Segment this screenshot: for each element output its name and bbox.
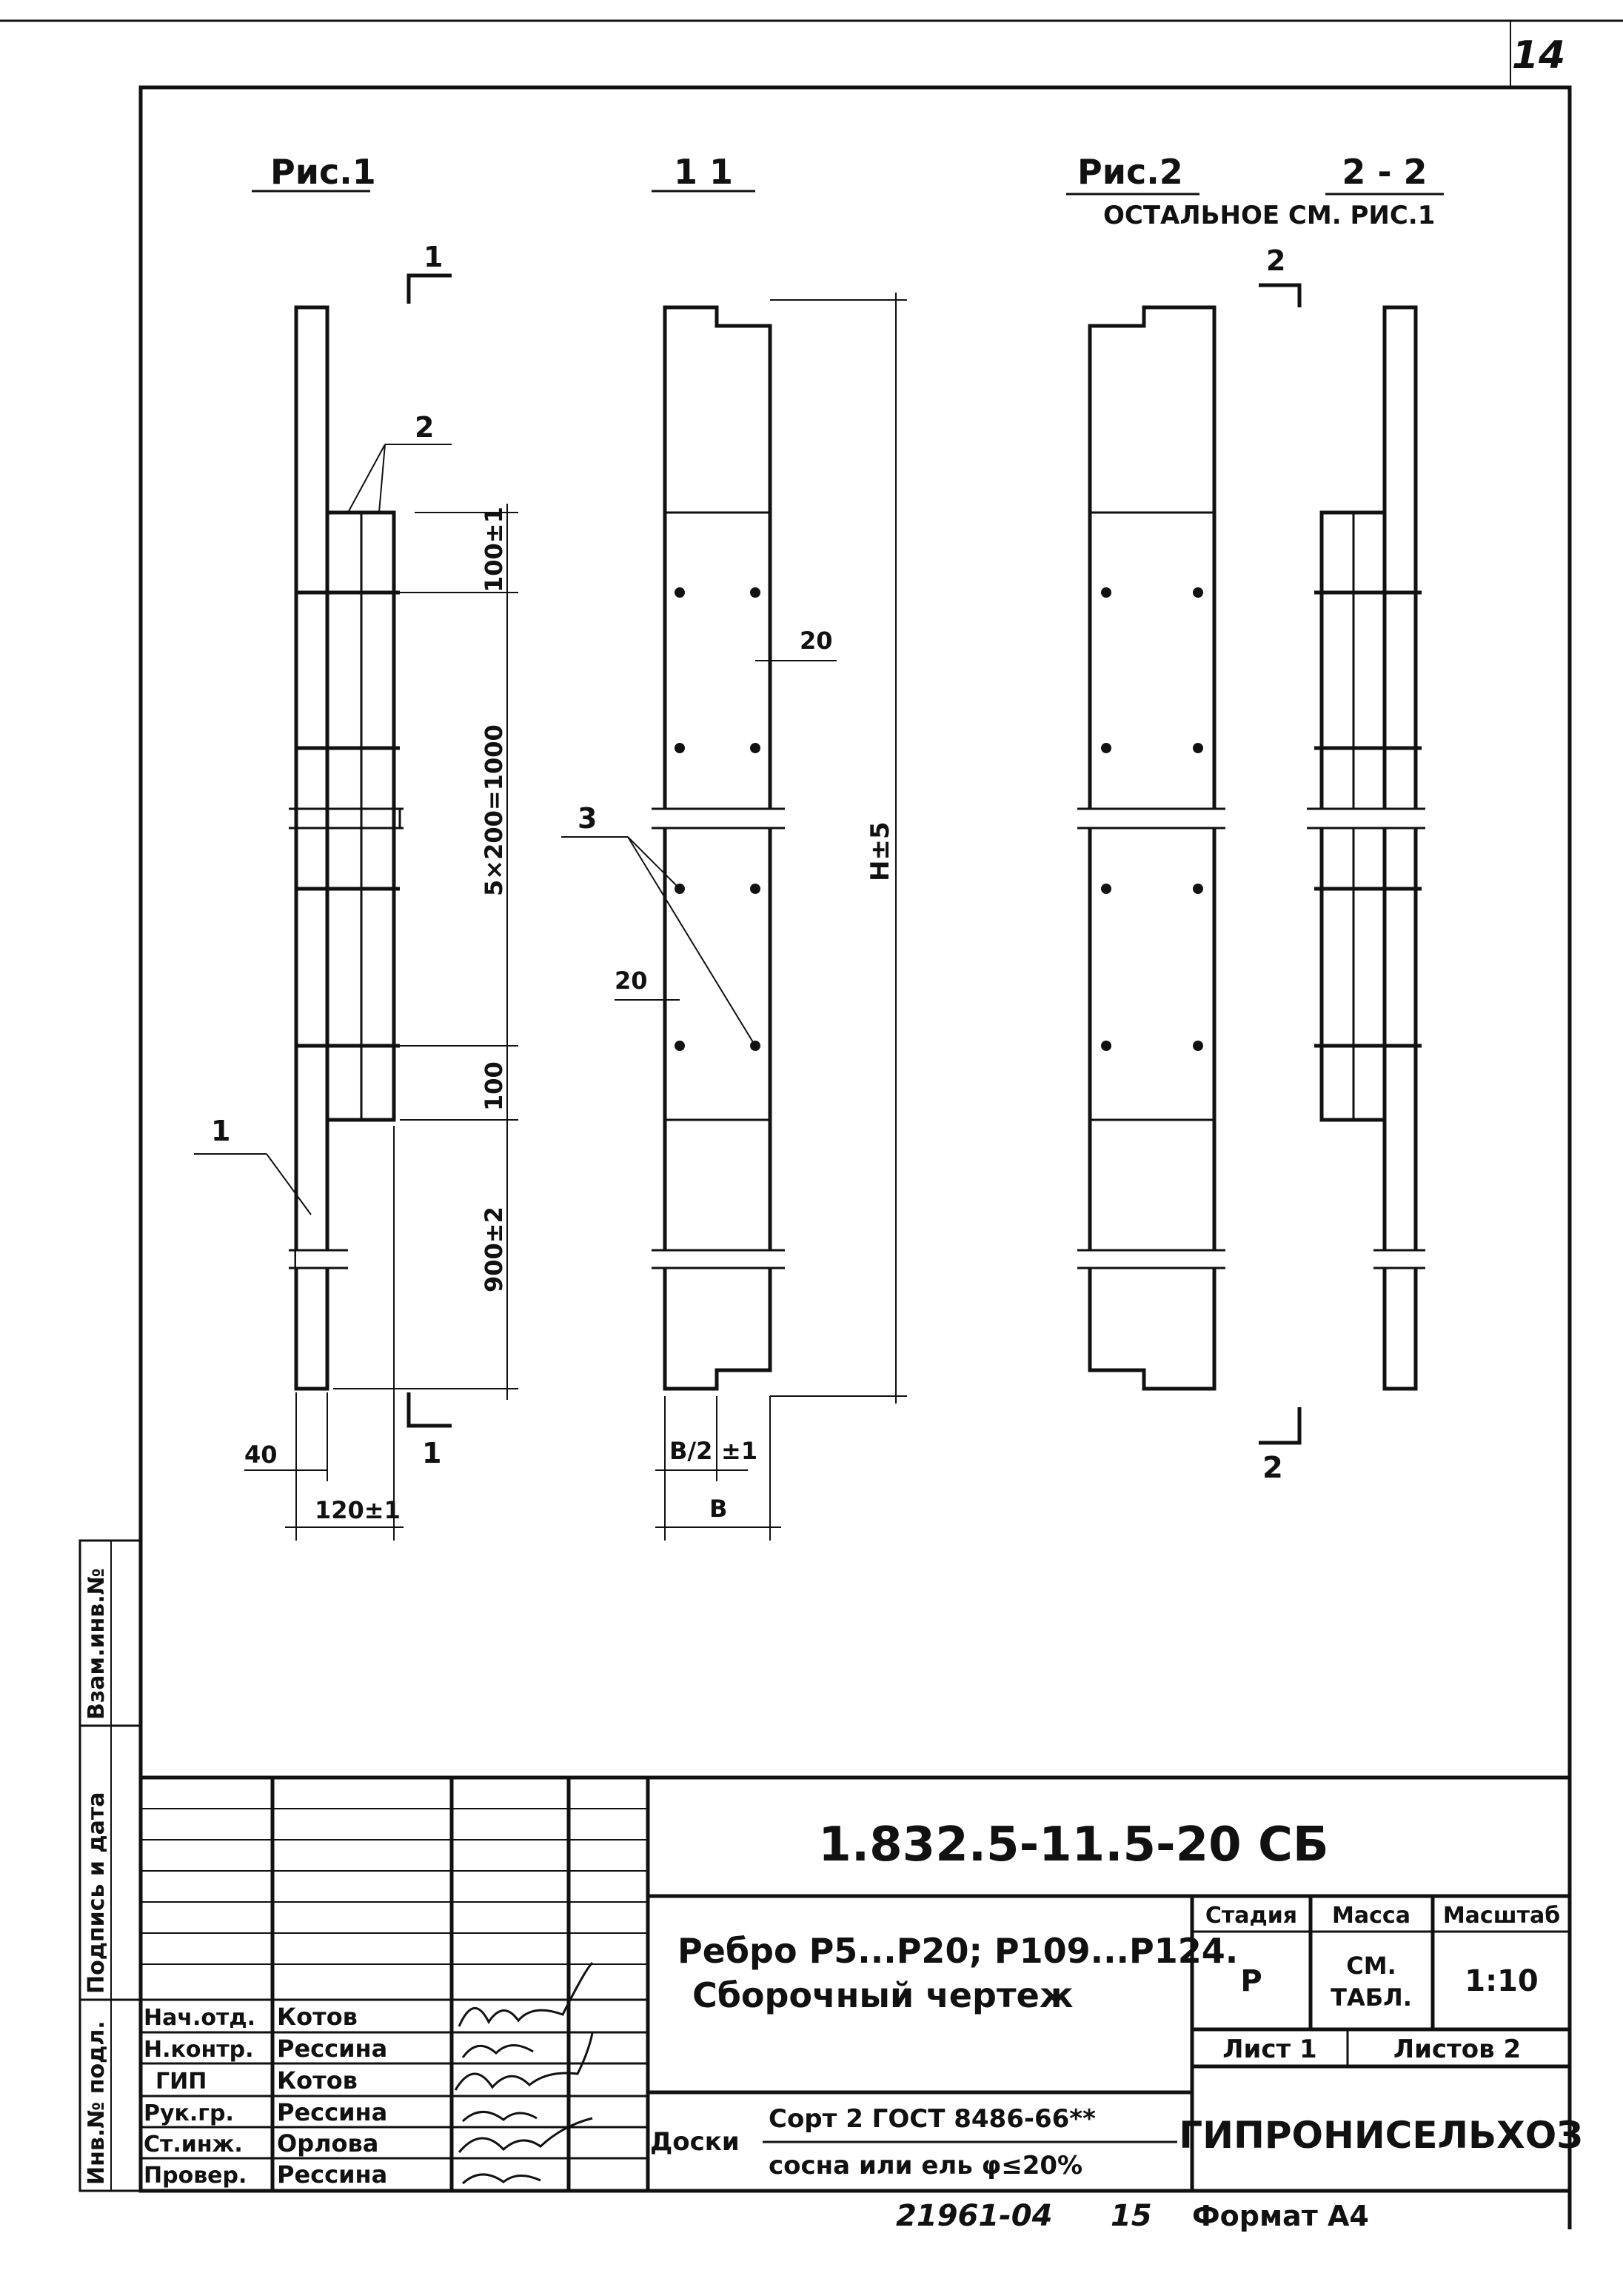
header-scale: Масштаб xyxy=(1442,1903,1561,1929)
paper-format: Формат А4 xyxy=(1192,2200,1369,2232)
signature-scribbles xyxy=(455,1963,592,2183)
section-2-2-view xyxy=(1259,285,1425,1443)
callout-3 xyxy=(561,837,755,1046)
staff-role-3: ГИП xyxy=(155,2069,207,2095)
staff-name-5: Орлова xyxy=(277,2129,379,2157)
staff-role-4: Рук.гр. xyxy=(144,2100,234,2126)
dim-spacing: 5×200=1000 xyxy=(480,724,508,896)
dim-half-width: B/2 xyxy=(669,1437,713,1465)
organization: ГИПРОНИСЕЛЬХОЗ xyxy=(1179,2114,1583,2157)
fig2-note: ОСТАЛЬНОЕ СМ. РИС.1 xyxy=(1103,201,1436,230)
callout-1-label: 1 xyxy=(211,1115,231,1147)
stamp-signature-date: Подпись и дата xyxy=(84,1792,110,1994)
sheet-frame xyxy=(0,21,1623,2191)
staff-role-1: Нач.отд. xyxy=(144,2005,255,2031)
cut-mark-1 xyxy=(409,276,452,1426)
header-mass: Масса xyxy=(1332,1903,1410,1929)
staff-name-6: Рессина xyxy=(277,2160,388,2189)
cut-mark-2-bottom: 2 xyxy=(1262,1451,1283,1485)
dim-bottom-spacing: 100 xyxy=(480,1061,508,1111)
footer-page: 15 xyxy=(1111,2199,1152,2233)
callout-1 xyxy=(194,1154,311,1215)
doc-name-line2: Сборочный чертеж xyxy=(692,1975,1074,2015)
staff-role-2: Н.контр. xyxy=(144,2037,254,2063)
callout-3-label: 3 xyxy=(578,802,598,835)
staff-name-1: Котов xyxy=(277,2003,358,2031)
staff-role-5: Ст.инж. xyxy=(144,2132,243,2157)
dim-plank-thickness: 40 xyxy=(244,1441,278,1469)
fig1-title: Рис.1 xyxy=(270,152,376,192)
stamp-replacement-no: Взам.инв.№ xyxy=(84,1568,110,1720)
material-line1: Сорт 2 ГОСТ 8486-66** xyxy=(769,2104,1096,2134)
page-number: 14 xyxy=(1511,33,1566,78)
section-2-title: 2 - 2 xyxy=(1342,152,1428,192)
scale-value: 1:10 xyxy=(1465,1964,1539,1998)
staff-name-2: Рессина xyxy=(277,2035,388,2063)
mass-value-line1: СМ. xyxy=(1346,1952,1396,1980)
cut-mark-2-top: 2 xyxy=(1266,244,1286,277)
doc-name-line1: Ребро Р5...Р20; Р109...Р124. xyxy=(677,1931,1239,1971)
fig2-title: Рис.2 xyxy=(1077,152,1183,192)
section-1-title: 1 1 xyxy=(673,152,734,192)
staff-name-4: Рессина xyxy=(277,2098,388,2126)
dim-total-width: 120±1 xyxy=(315,1496,401,1524)
cut-mark-1-top: 1 xyxy=(424,241,444,273)
mass-value-line2: ТАБЛ. xyxy=(1331,1983,1412,2012)
dim-20-lower: 20 xyxy=(615,967,648,995)
fig2-front-view xyxy=(1077,307,1225,1389)
material-label: Доски xyxy=(650,2127,740,2157)
material-line2: сосна или ель φ≤20% xyxy=(769,2151,1083,2180)
cut-mark-1-bottom: 1 xyxy=(422,1437,442,1469)
header-stage: Стадия xyxy=(1205,1903,1298,1929)
stamp-inventory-no: Инв.№ подл. xyxy=(84,2020,110,2185)
dim-top-offset: 100±1 xyxy=(480,507,508,593)
section-1-1-view xyxy=(615,293,907,1404)
fig1-bottom-dims xyxy=(244,1126,404,1541)
sheet-count: Листов 2 xyxy=(1393,2035,1522,2064)
staff-name-3: Котов xyxy=(277,2066,358,2095)
callout-2-label: 2 xyxy=(415,411,435,444)
dim-lower-offset: 900±2 xyxy=(480,1207,508,1292)
dim-half-width-tol: ±1 xyxy=(721,1437,758,1465)
dim-20-upper: 20 xyxy=(800,627,833,655)
staff-role-6: Провер. xyxy=(144,2163,247,2189)
sheet-number: Лист 1 xyxy=(1222,2035,1317,2064)
callout-2 xyxy=(348,444,452,513)
stage-value: Р xyxy=(1240,1964,1262,1998)
dim-height: H±5 xyxy=(866,821,895,881)
archive-number: 21961-04 xyxy=(896,2199,1053,2233)
doc-code: 1.832.5-11.5-20 СБ xyxy=(818,1818,1329,1872)
dim-width: B xyxy=(709,1495,728,1523)
